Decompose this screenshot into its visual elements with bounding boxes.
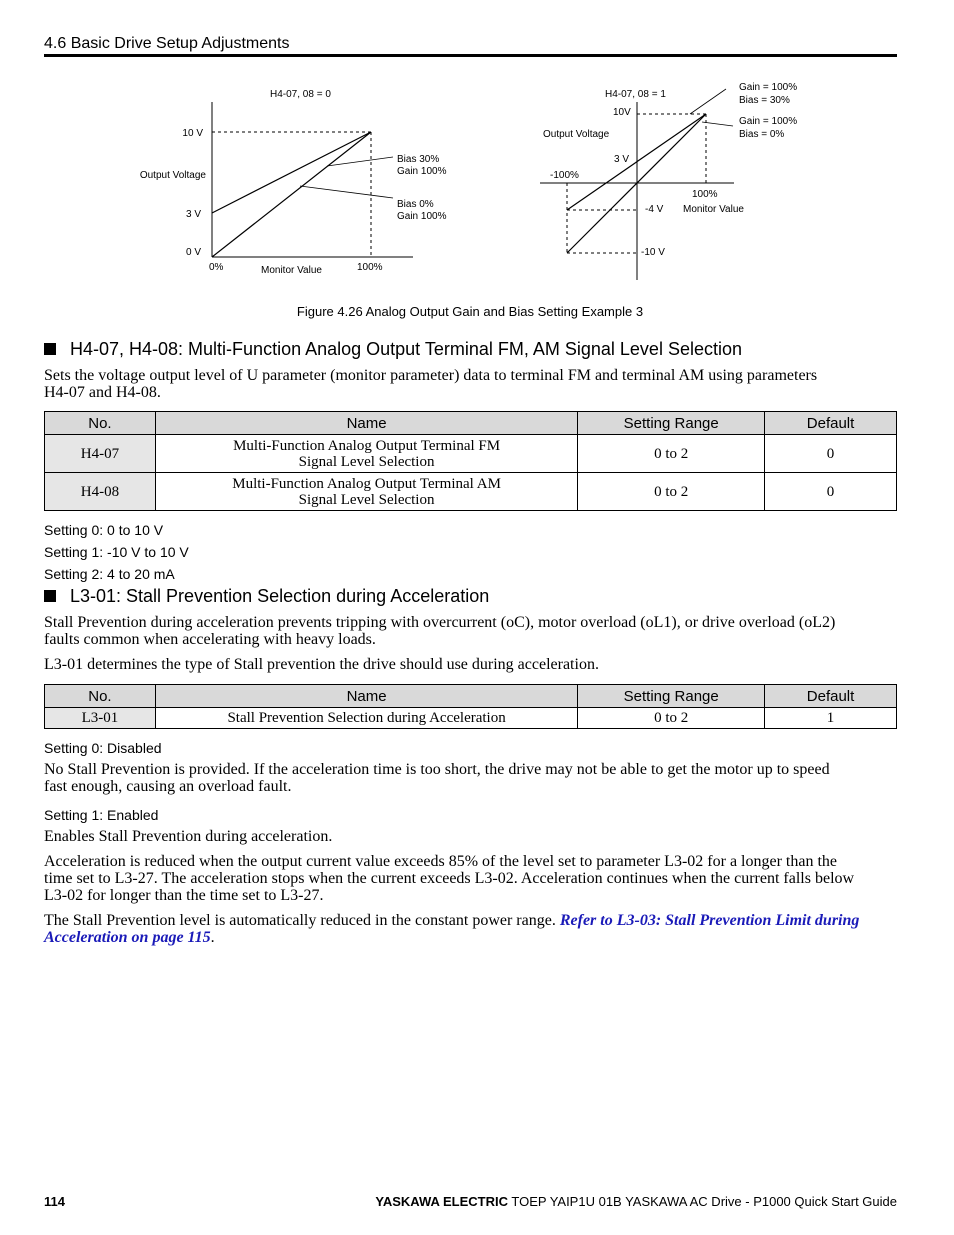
left-leader-bias0 <box>300 186 393 198</box>
cell-name: Multi-Function Analog Output Terminal FM Signal Level Selection <box>155 435 577 473</box>
heading-square-icon <box>44 590 56 602</box>
section-l3-01-p2: L3-01 determines the type of Stall prevention the drive should use during acceleration. <box>44 656 599 673</box>
setting-1-p2 <box>44 853 897 904</box>
heading-square-icon <box>44 343 56 355</box>
intro-line: H4-07 and H4-08. <box>44 384 161 401</box>
cell-default: 1 <box>765 708 897 729</box>
left-tick-3v: 3 V <box>185 209 201 220</box>
right-note-g100b30-a: Gain = 100% <box>739 82 798 93</box>
cell-range: 0 to 2 <box>578 435 765 473</box>
setting-1-label: Setting 1: -10 V to 10 V <box>44 544 189 560</box>
setting-1-p3 <box>44 912 897 946</box>
left-note-bias30-b: Gain 100% <box>397 166 447 177</box>
gain-bias-figure <box>0 60 940 290</box>
section-l3-01-intro <box>44 614 897 648</box>
left-tick-10v: 10 V <box>182 128 203 139</box>
setting-1-enabled-label: Setting 1: Enabled <box>44 807 159 823</box>
left-note-bias0-b: Gain 100% <box>397 211 447 222</box>
text-line: L3-02 for longer than the time set to L3-27. <box>44 887 324 904</box>
right-tick-m100pct: -100% <box>550 170 579 181</box>
right-tick-m4v: -4 V <box>645 204 664 215</box>
p3-text: The Stall Prevention level is automatically reduced in the constant power range. <box>44 912 560 929</box>
text-line: No Stall Prevention is provided. If the acceleration time is too short, the drive may not be able to get the motor up to speed <box>44 761 830 778</box>
left-graph <box>140 89 447 276</box>
left-y-label: Output Voltage <box>139 170 206 181</box>
l3-01-table <box>44 684 897 729</box>
setting-2-label: Setting 2: 4 to 20 mA <box>44 566 175 582</box>
cell-name: Multi-Function Analog Output Terminal AM Signal Level Selection <box>155 473 577 511</box>
h4-07-table <box>44 411 897 511</box>
col-default: Default <box>765 685 897 708</box>
right-tick-3v: 3 V <box>614 154 630 165</box>
table-row <box>45 435 897 473</box>
header-rule <box>44 54 897 57</box>
text-line: time set to L3-27. The acceleration stops when the current exceeds L3-02. Acceleration continues when the current falls below <box>44 870 855 887</box>
text-line: Acceleration is reduced when the output current value exceeds 85% of the level set to parameter L3-02 for a longer than the <box>44 853 838 870</box>
cell-no: H4-08 <box>45 473 156 511</box>
left-tick-0pct: 0% <box>209 262 224 273</box>
l3-03-link-part1[interactable]: Refer to L3-03: Stall Prevention Limit during <box>559 912 860 929</box>
left-line-bias30 <box>212 132 371 213</box>
page-number: 114 <box>44 1194 65 1209</box>
right-note-g100b30-b: Bias = 30% <box>739 95 790 106</box>
right-title: H4-07, 08 = 1 <box>605 89 666 100</box>
left-line-bias0 <box>212 132 371 257</box>
footer-doc-info <box>375 1194 897 1209</box>
right-note-g100b0-b: Bias = 0% <box>739 129 785 140</box>
right-tick-m10v: -10 V <box>641 247 665 258</box>
cell-no: H4-07 <box>45 435 156 473</box>
setting-0-label: Setting 0: 0 to 10 V <box>44 522 164 538</box>
footer-doc: TOEP YAIP1U 01B YASKAWA AC Drive - P1000 Quick Start Guide <box>508 1194 897 1209</box>
p3-end: . <box>210 929 215 946</box>
setting-0-text <box>44 761 897 795</box>
cell-range: 0 to 2 <box>578 708 765 729</box>
right-x-label: Monitor Value <box>683 204 744 215</box>
right-note-g100b0-a: Gain = 100% <box>739 116 798 127</box>
col-range: Setting Range <box>578 412 765 435</box>
right-leader-bias30 <box>690 89 726 114</box>
section-l3-01-title: L3-01: Stall Prevention Selection during Acceleration <box>70 586 490 606</box>
col-name: Name <box>155 412 577 435</box>
cell-no: L3-01 <box>45 708 156 729</box>
right-graph <box>540 82 797 280</box>
cell-name: Stall Prevention Selection during Acceleration <box>155 708 577 729</box>
setting-1-p1: Enables Stall Prevention during acceleration. <box>44 828 333 845</box>
right-tick-10v: 10V <box>613 107 631 118</box>
left-tick-100pct: 100% <box>357 262 383 273</box>
col-no: No. <box>45 412 156 435</box>
right-tick-100pct: 100% <box>692 189 718 200</box>
l3-03-link-part2[interactable]: Acceleration on page 115 <box>44 929 211 946</box>
section-h4-07-intro <box>44 367 897 401</box>
setting-0-disabled-label: Setting 0: Disabled <box>44 740 162 756</box>
right-leader-bias0 <box>702 122 733 126</box>
left-title: H4-07, 08 = 0 <box>270 89 331 100</box>
table-row <box>45 708 897 729</box>
section-header: 4.6 Basic Drive Setup Adjustments <box>44 35 290 52</box>
left-note-bias0-a: Bias 0% <box>397 199 434 210</box>
right-y-label: Output Voltage <box>543 129 610 140</box>
left-note-bias30-a: Bias 30% <box>397 154 440 165</box>
left-x-label: Monitor Value <box>261 265 322 276</box>
col-default: Default <box>765 412 897 435</box>
intro-line: faults common when accelerating with heavy loads. <box>44 631 376 648</box>
col-range: Setting Range <box>578 685 765 708</box>
intro-line: Stall Prevention during acceleration prevents tripping with overcurrent (oC), motor overload (oL1), or drive overload (oL2) <box>44 614 836 631</box>
section-h4-07-heading <box>44 339 742 360</box>
text-line: fast enough, causing an overload fault. <box>44 778 292 795</box>
col-name: Name <box>155 685 577 708</box>
footer-brand: YASKAWA ELECTRIC <box>375 1194 509 1209</box>
figure-caption: Figure 4.26 Analog Output Gain and Bias Setting Example 3 <box>296 304 644 319</box>
intro-line: Sets the voltage output level of U parameter (monitor parameter) data to terminal FM and terminal AM using parameters <box>44 367 818 384</box>
section-h4-07-title: H4-07, H4-08: Multi-Function Analog Output Terminal FM, AM Signal Level Selection <box>70 339 742 359</box>
section-l3-01-heading <box>44 586 489 607</box>
cell-default: 0 <box>765 473 897 511</box>
cell-range: 0 to 2 <box>578 473 765 511</box>
cell-default: 0 <box>765 435 897 473</box>
table-row <box>45 473 897 511</box>
col-no: No. <box>45 685 156 708</box>
left-tick-0v: 0 V <box>185 247 201 258</box>
